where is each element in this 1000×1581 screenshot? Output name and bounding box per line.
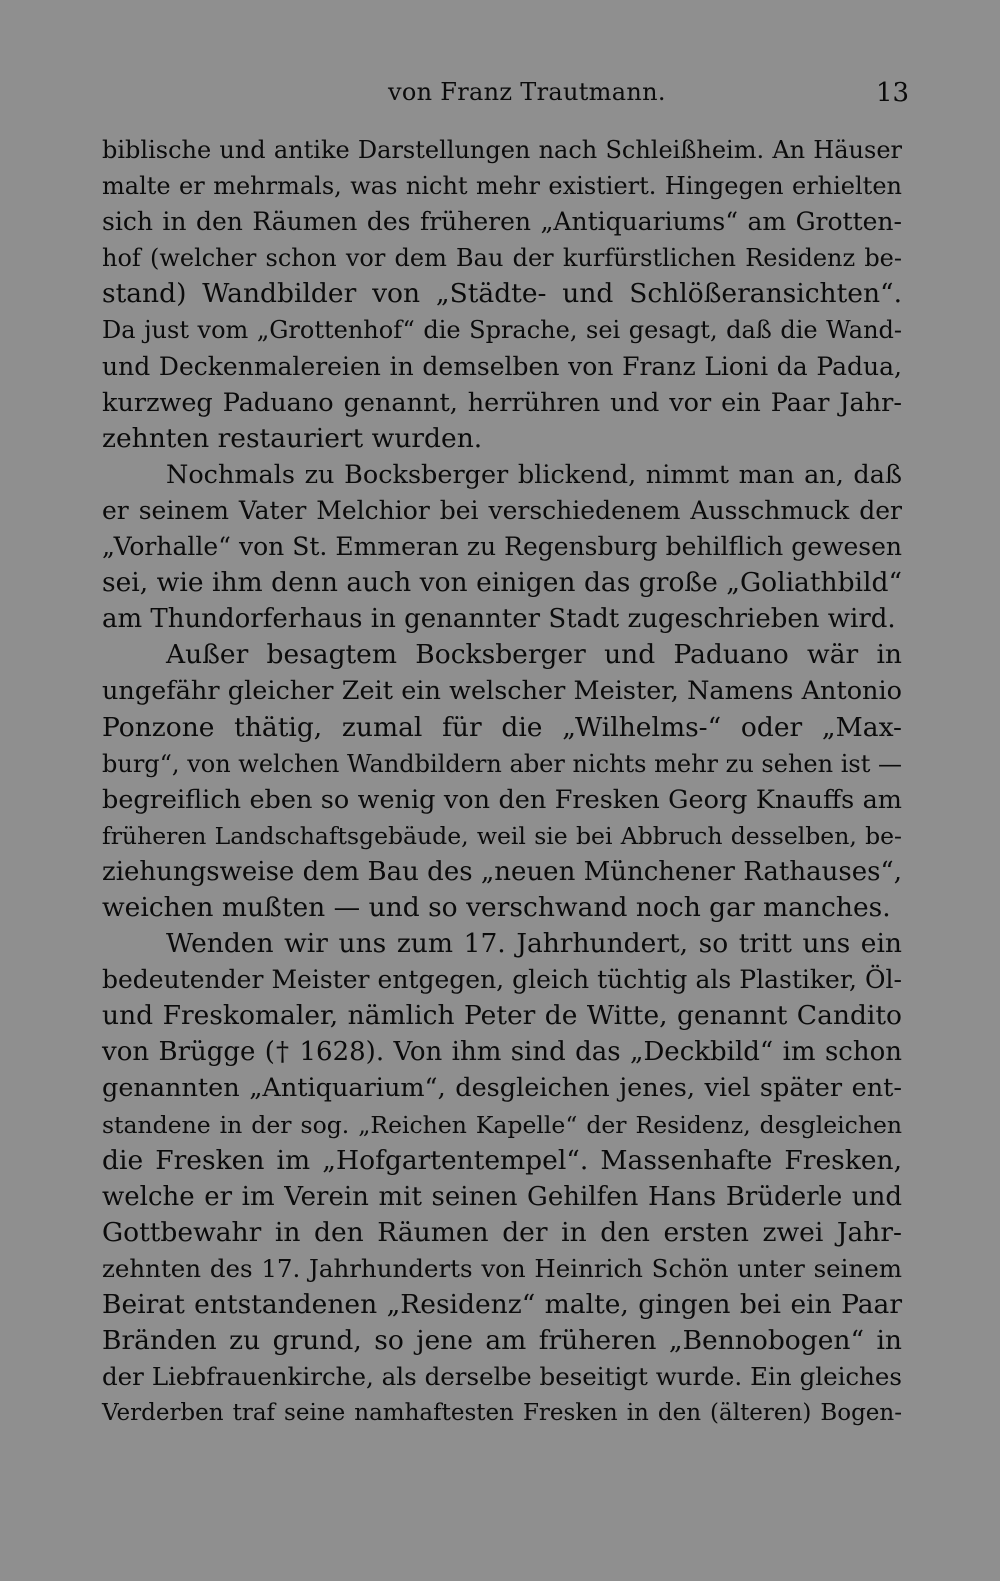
text-line: weichen mußten — und so verschwand noch gar manches.: [102, 891, 891, 923]
text-line: zehnten restauriert wurden.: [102, 422, 483, 454]
text-line: biblische und antike Darstellungen nach Schleißheim. An Häuser: [102, 136, 902, 164]
text-line: „Vorhalle“ von St. Emmeran zu Regensburg behilflich gewesen: [102, 532, 902, 562]
text-line: begreiflich eben so wenig von den Fresken Georg Knauffs am: [102, 784, 902, 815]
text-line: und Freskomaler, nämlich Peter de Witte, genannt Candito: [102, 1000, 902, 1032]
text-line: standene in der sog. „Reichen Kapelle“ der Residenz, desgleichen: [102, 1110, 902, 1139]
text-line: bedeutender Meister entgegen, gleich tüchtig als Plastiker, Öl-: [102, 965, 902, 995]
text-line: er seinem Vater Melchior bei verschiedenem Ausschmuck der: [102, 495, 902, 525]
text-line: welche er im Verein mit seinen Gehilfen Hans Brüderle und: [102, 1181, 902, 1212]
text-line: von Brügge († 1628). Von ihm sind das „Deckbild“ im schon: [102, 1037, 902, 1068]
text-line: zehnten des 17. Jahrhunderts von Heinrich Schön unter seinem: [102, 1253, 902, 1283]
text-line: Da just vom „Grottenhof“ die Sprache, sei gesagt, daß die Wand-: [102, 316, 902, 345]
text-line: der Liebfrauenkirche, als derselbe beseitigt wurde. Ein gleiches: [102, 1362, 902, 1392]
text-line: Ponzone thätig, zumal für die „Wilhelms-“ oder „Max-: [102, 711, 902, 743]
text-line: sei, wie ihm denn auch von einigen das große „Goliathbild“: [102, 567, 902, 599]
text-line: malte er mehrmals, was nicht mehr existiert. Hingegen erhielten: [102, 172, 902, 201]
text-line: ziehungsweise dem Bau des „neuen Münchener Rathauses“,: [102, 856, 902, 887]
text-line: ungefähr gleicher Zeit ein welscher Meister, Namens Antonio: [102, 676, 902, 707]
page-header: [0, 78, 1000, 114]
text-line: Bränden zu grund, so jene am früheren „Bennobogen“ in: [102, 1325, 902, 1357]
text-line: am Thundorferhaus in genannter Stadt zugeschrieben wird.: [102, 604, 896, 635]
text-line: genannten „Antiquarium“, desgleichen jenes, viel später ent-: [102, 1073, 902, 1104]
text-line: und Deckenmalereien in demselben von Franz Lioni da Padua,: [102, 351, 902, 381]
running-head: von Franz Trautmann.: [388, 78, 666, 106]
text-line: sich in den Räumen des früheren „Antiquariums“ am Grotten-: [102, 207, 902, 237]
text-line: Verderben traf seine namhaftesten Fresken in den (älteren) Bogen-: [102, 1400, 902, 1427]
text-line: Nochmals zu Bocksberger blickend, nimmt man an, daß: [166, 459, 902, 490]
body-text: [102, 132, 902, 1431]
text-line: kurzweg Paduano genannt, herrühren und vor ein Paar Jahr-: [102, 387, 902, 418]
text-line: früheren Landschaftsgebäude, weil sie bei Abbruch desselben, be-: [102, 821, 902, 850]
text-line: Gottbewahr in den Räumen der in den ersten zwei Jahr-: [102, 1216, 902, 1248]
text-line: Wenden wir uns zum 17. Jahrhundert, so tritt uns ein: [166, 928, 902, 960]
text-line: Beirat entstandenen „Residenz“ malte, gingen bei ein Paar: [102, 1289, 902, 1320]
page-number: 13: [876, 78, 910, 108]
text-line: hof (welcher schon vor dem Bau der kurfürstlichen Residenz be-: [102, 244, 902, 273]
text-line: stand) Wandbilder von „Städte- und Schlößeransichten“.: [102, 278, 902, 310]
text-line: die Fresken im „Hofgartentempel“. Massenhafte Fresken,: [102, 1144, 902, 1176]
text-line: Außer besagtem Bocksberger und Paduano wär in: [166, 639, 902, 671]
text-line: burg“, von welchen Wandbildern aber nichts mehr zu sehen ist —: [102, 749, 902, 778]
